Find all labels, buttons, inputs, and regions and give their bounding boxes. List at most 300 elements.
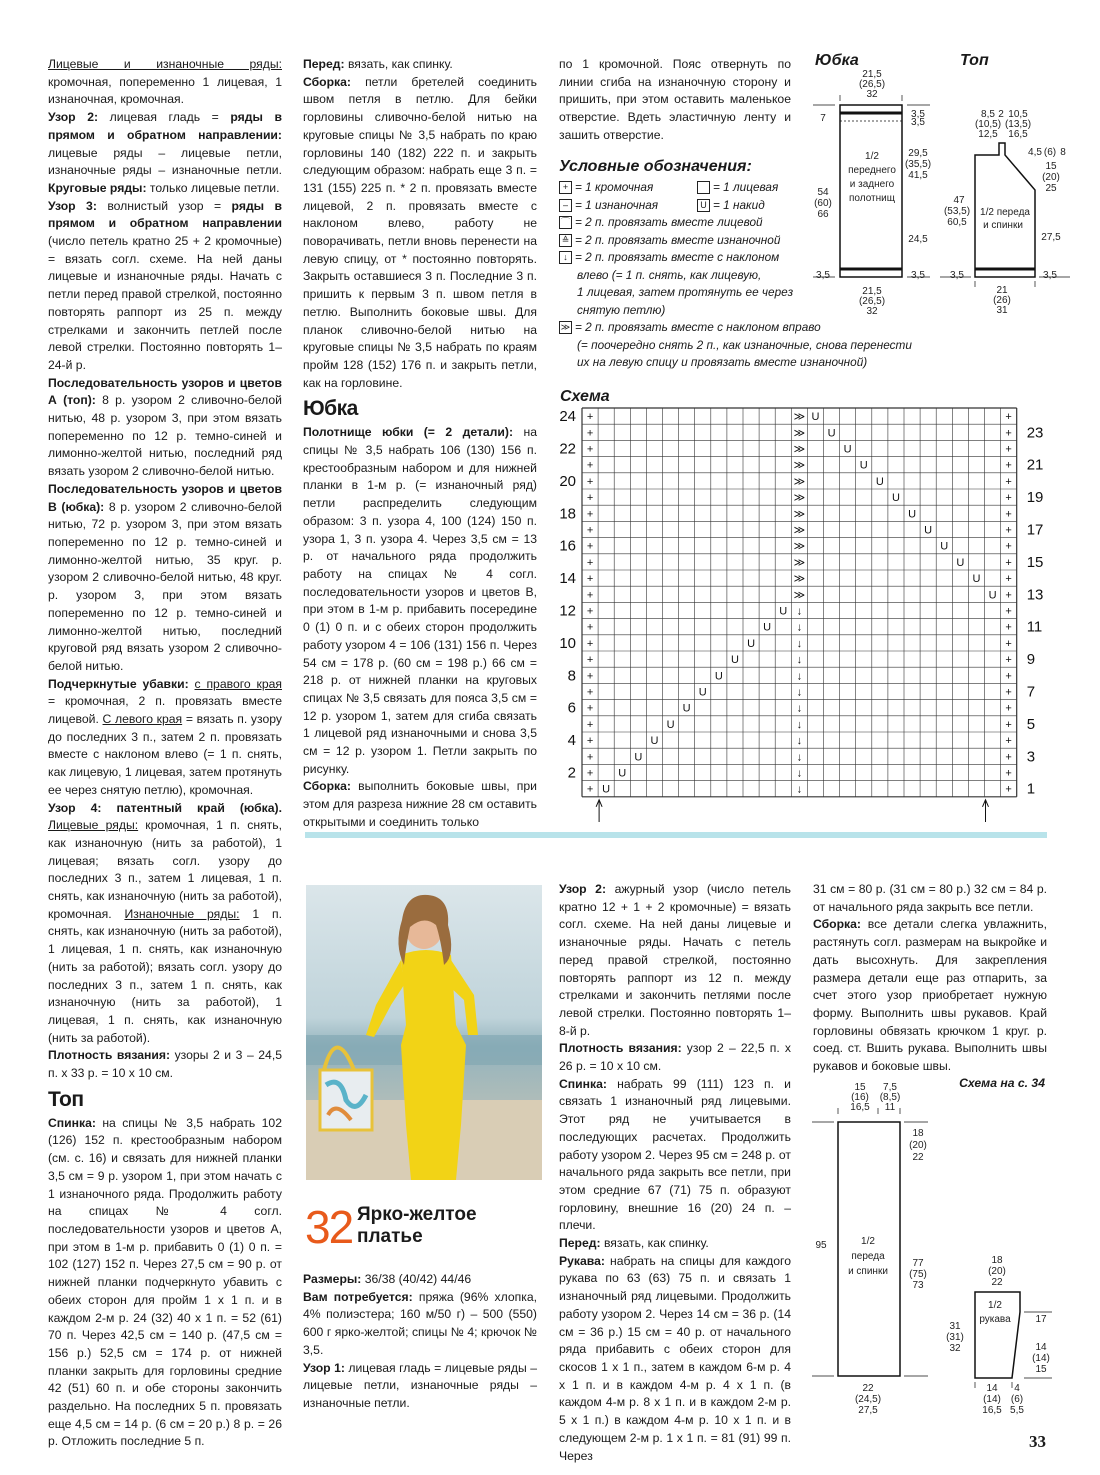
text: 1 п. снять, как изнаночную (нить за работой), 1 лицевая, 1 п. снять, как изнаночную (нить за работой); вязать согл. узору до последних 3 п., затем 1 п. снять, как изнаночную (нить за работой), 1 лицевая, 1 п. снять, как изнаночную (нить за работой).	[48, 906, 282, 1045]
paragraph	[303, 1271, 537, 1289]
dim-label: 3,5	[816, 270, 830, 281]
yarn-over-symbol: U	[956, 556, 965, 569]
dim-label: (20)	[909, 1140, 927, 1151]
bold-label: Плотность вязания:	[559, 1041, 682, 1056]
text: волнистый узор =	[96, 198, 232, 213]
dim-label: 15	[854, 1082, 866, 1093]
dim-label: 21,5	[862, 286, 882, 297]
section-title-skirt: Юбка	[303, 397, 358, 421]
text: на спицы № 3,5 набрать 106 (130) 156 п. крестообразным набором и для нижней планки в 1-м р. (= изнаночный ряд) петли распределить следующим образом: 3 п. узора 4, 100 (124) 150 п. узора 1, 3 п. узора 4. Через 3,5 см = 13 р. от начального ряда продолжить работу на спицах № 4 согл. последовательности узоров и цветов В, при этом в 1-м р. прибавить посередине 0 (1) 0 п. и с обеих сторон продолжить работу узором 4 = 106 (131) 156 п. Через 54 см = 178 р. (60 см = 198 р.) 66 см = 218 р. от нижней планки на круговых спицах № 3,5 связать для пояса 3,5 см = 12 р. узором 1, затем для сгиба связать 1 лицевой ряд изнаночными и снова 3,5 см = 12 р. узором 1. Петли закрыть по рисунку.	[303, 425, 537, 776]
selvage-symbol: +	[586, 783, 594, 796]
text: вязать, как спинку.	[600, 1236, 709, 1251]
selvage-symbol: +	[1005, 783, 1012, 796]
selvage-symbol: +	[586, 556, 594, 569]
dim-label: 54	[817, 187, 829, 198]
dim-label: 16,5	[982, 1405, 1002, 1416]
yarn-over-symbol: U	[891, 492, 900, 505]
dim-label: 14	[1035, 1342, 1047, 1353]
ssk-symbol-icon: ↓	[559, 251, 572, 264]
selvage-symbol: +	[586, 492, 594, 505]
yarn-over-symbol: U	[747, 637, 756, 650]
selvage-symbol: +	[586, 508, 594, 521]
selvage-symbol-icon: +	[559, 181, 572, 194]
text: = кромочная, 2 п. провязать вместе лицевой.	[48, 694, 282, 727]
inner-label: и спинки	[848, 1266, 888, 1277]
p2tog-tbl-symbol-icon: ≫	[560, 322, 571, 333]
selvage-symbol: +	[586, 637, 594, 650]
yarn-over-symbol-icon: U	[697, 199, 710, 212]
bold-label: Плотность вязания:	[48, 1048, 171, 1063]
bold-label: Подчеркнутые убавки:	[48, 676, 189, 691]
underlined-label: с правого края	[194, 676, 283, 691]
section-divider	[305, 832, 1047, 838]
dim-label: 77	[912, 1258, 924, 1269]
dim-label: 3,5	[911, 117, 925, 128]
dim-label: (60)	[814, 198, 832, 209]
bold-label: Размеры:	[303, 1272, 362, 1286]
dim-label: 15	[1035, 1364, 1047, 1375]
paragraph	[303, 74, 537, 393]
selvage-symbol: +	[1005, 621, 1012, 634]
selvage-symbol: +	[586, 475, 594, 488]
legend-row	[559, 354, 919, 372]
yarn-over-symbol: U	[634, 751, 643, 764]
legend-text: снятую петлю)	[577, 302, 666, 317]
selvage-symbol: +	[586, 459, 594, 472]
dim-label: 25	[1045, 183, 1057, 194]
bold-label: Сборка:	[303, 74, 351, 89]
paragraph	[48, 198, 282, 375]
k2tog-symbol-icon: ⌒	[560, 217, 570, 228]
dim-label: 3,5	[950, 270, 964, 281]
dim-label: (53,5)	[943, 206, 971, 217]
dim-label: 3,5	[1043, 270, 1057, 281]
legend-row	[559, 337, 919, 355]
ssk-symbol: ↓	[796, 621, 803, 634]
text: лицевая гладь =	[98, 110, 231, 125]
text: = вязать п. узору до последних 3 п., затем 2 п. провязать вместе с наклоном влево (= 1 п. снять, как лицевую, 1 лицевая, затем протянуть ее через снятую петлю), кромочная.	[48, 712, 282, 797]
sleeve-pattern-diagram	[940, 1250, 1055, 1425]
dim-label: 95	[815, 1240, 827, 1251]
dim-label: 2	[998, 109, 1004, 120]
selvage-symbol: +	[586, 735, 594, 748]
p2tog-symbol: ≫	[793, 475, 806, 488]
bold-label: Узор 1:	[303, 1360, 345, 1375]
dim-label: 12,5	[978, 129, 998, 140]
dim-label: (6)	[1043, 147, 1057, 158]
text: вязать, как спинку.	[344, 57, 453, 71]
yarn-over-symbol: U	[811, 411, 820, 424]
row-number-label: 5	[1026, 715, 1036, 733]
paragraph	[48, 1115, 282, 1451]
bold-label: Сборка:	[303, 779, 351, 794]
dim-label: (24,5)	[854, 1394, 882, 1405]
yarn-over-symbol: U	[940, 540, 949, 553]
row-number-label: 19	[1026, 489, 1044, 507]
text: на спицы № 3,5 набрать 102 (126) 152 п. крестообразным набором (см. с. 16) и связать для нижней планки 3,5 см = 9 р. узором 1, при этом начать с 1 изнаночного ряда. Продолжить работу на спицах № 4 согл. последовательности узоров и цветов А, при этом в 1-м р. прибавить 0 (1) 0 п. = 102 (127) 152 п. Через 27,5 см = 90 р. от нижней планки подчеркнуто убавить с обеих сторон для пройм 1 х 1 п. и в каждом 2-м р. 24 (32) 40 х 1 п. = 52 (61) 70 п. Через 42,5 см = 140 р. (47,5 см = 156 р.) 52,5 см = 174 р. от нижней планки закрыть для горловины средние 42 (51) 60 п. и обе стороны закончить раздельно. На последних 5 п. провязать еще 4,5 см = 14 р. (6 см = 20 р.) 8 р. = 26 р. Отложить последние 5 п.	[48, 1115, 282, 1449]
selvage-symbol: +	[586, 589, 594, 602]
selvage-symbol: +	[586, 443, 594, 456]
bold-label: Вам потребуется:	[303, 1289, 413, 1304]
yarn-over-symbol: U	[875, 475, 884, 488]
dim-label: 66	[817, 209, 829, 220]
row-number-label: 7	[1026, 683, 1036, 701]
underlined-label: Изнаночные ряды:	[124, 906, 240, 921]
selvage-symbol: +	[1005, 508, 1012, 521]
dim-label: (8,5)	[879, 1092, 901, 1103]
paragraph	[48, 375, 282, 481]
skirt-pattern-diagram	[805, 65, 935, 325]
dim-label: (13,5)	[1004, 119, 1032, 130]
selvage-symbol: +	[1005, 524, 1012, 537]
dim-label: (31)	[946, 1332, 964, 1343]
dim-label: 47	[953, 195, 965, 206]
row-number-label: 20	[559, 472, 576, 490]
selvage-symbol: +	[1005, 686, 1012, 699]
text: все детали слегка увлажнить, растянуть согл. размерам на выкройке и дать высохнуть. Для закрепления размера детали еще раз отпарить, за счет этого узор приобретает нужную форму. Выполнить швы рукавов. Край горловины обвязать крючком 1 круг. р. соед. ст. Вшить рукава. Выполнить швы рукавов и боковые швы.	[813, 917, 1047, 1074]
paragraph	[559, 1235, 791, 1253]
bold-label: Узор 2:	[48, 110, 99, 125]
paragraph	[303, 1289, 537, 1360]
legend-text: = 1 изнаночная	[575, 197, 659, 212]
dim-label: 31	[949, 1321, 961, 1332]
row-number-label: 21	[1026, 456, 1044, 474]
dim-label: 10,5	[1008, 109, 1028, 120]
top-pattern-diagram	[935, 95, 1075, 325]
bold-label: Перед:	[303, 57, 345, 71]
dim-label: 22	[862, 1383, 874, 1394]
text: лицевая гладь = лицевые ряды – лицевые петли, изнаночные ряды – изнаночные петли.	[303, 1360, 537, 1410]
ssk-symbol: ↓	[796, 605, 803, 618]
p2tog-symbol: ≫	[793, 524, 806, 537]
yarn-over-symbol: U	[924, 524, 933, 537]
legend-item	[697, 197, 765, 215]
paragraph	[303, 778, 537, 831]
paragraph	[559, 1253, 791, 1465]
row-number-label: 23	[1026, 424, 1044, 442]
dim-label: 24,5	[908, 234, 928, 245]
ssk-symbol: ↓	[796, 637, 803, 650]
legend-text: 1 лицевая, затем протянуть ее через	[577, 285, 794, 299]
dim-label: 16,5	[850, 1102, 870, 1113]
selvage-symbol: +	[1005, 427, 1012, 440]
dim-label: (26,5)	[858, 79, 886, 90]
dim-label: 18	[912, 1128, 924, 1139]
paragraph	[48, 1047, 282, 1082]
dim-label: 7,5	[883, 1082, 897, 1093]
inner-label: 1/2 переда	[980, 207, 1030, 218]
dim-label: (20)	[988, 1266, 1006, 1277]
yarn-over-symbol: U	[988, 589, 997, 602]
underlined-label: Лицевые и изнаночные ряды:	[48, 57, 282, 71]
row-number-label: 1	[1026, 780, 1036, 798]
bold-label: Спинка:	[48, 1115, 96, 1130]
dim-label: (10,5)	[974, 119, 1002, 130]
dim-label: 22	[912, 1152, 924, 1163]
selvage-symbol: +	[586, 702, 594, 715]
skirt-diagram-label: Юбка	[815, 52, 859, 69]
yarn-over-symbol: U	[698, 686, 707, 699]
dim-label: 14	[986, 1383, 998, 1394]
dim-label: 41,5	[908, 170, 928, 181]
yarn-over-symbol: U	[779, 605, 788, 618]
yarn-over-symbol: U	[827, 427, 836, 440]
bold-label: Рукава:	[559, 1253, 605, 1268]
selvage-symbol: +	[586, 767, 594, 780]
dim-label: 27,5	[1041, 232, 1061, 243]
dim-label: 8,5	[981, 109, 995, 120]
selvage-symbol: +	[1005, 540, 1012, 553]
yarn-over-symbol: U	[666, 718, 675, 731]
selvage-symbol: +	[586, 427, 594, 440]
dim-label: (16)	[851, 1092, 869, 1103]
selvage-symbol: +	[1005, 573, 1012, 586]
bold-label: ряды в прямом и обратном направлении:	[48, 110, 283, 142]
selvage-symbol: +	[586, 670, 594, 683]
yarn-over-symbol: U	[843, 443, 852, 456]
section-title-top: Топ	[48, 1087, 84, 1111]
bold-label: ряды в прямом и обратном направлении	[48, 198, 283, 231]
purl-symbol-icon: –	[559, 199, 572, 212]
p2tog-symbol: ≫	[793, 556, 806, 569]
selvage-symbol: +	[1005, 475, 1012, 488]
p2tog-symbol: ≫	[793, 411, 806, 424]
p2tog-symbol: ≫	[793, 459, 806, 472]
text: выполнить боковые швы, при этом для разреза нижние 28 см оставить открытыми и соединить только	[303, 779, 537, 829]
underlined-label: С левого края	[102, 712, 183, 727]
bold-label: Узор 3:	[48, 198, 97, 213]
row-number-label: 17	[1026, 521, 1044, 539]
paragraph	[813, 916, 1047, 1075]
ssk-symbol: ↓	[796, 718, 803, 731]
p2tog-symbol-icon: ≙	[559, 234, 572, 247]
model-photo	[306, 885, 542, 1180]
bold-label: Перед:	[559, 1236, 601, 1251]
selvage-symbol: +	[586, 573, 594, 586]
photo-illustration	[306, 885, 542, 1180]
yarn-over-symbol: U	[730, 654, 739, 667]
legend-text: = 1 накид	[713, 197, 765, 212]
paragraph: 31 см = 80 р. (31 см = 80 р.) 32 см = 84 р. от начального ряда закрыть все петли.	[813, 882, 1047, 914]
paragraph	[559, 1076, 791, 1235]
bold-label: Узор 4: патентный край (юбка).	[48, 800, 282, 815]
dim-label: (20)	[1042, 172, 1060, 183]
selvage-symbol: +	[1005, 556, 1012, 569]
row-number-label: 12	[559, 602, 576, 620]
bold-label: Полотнище юбки (= 2 детали):	[303, 425, 514, 440]
legend-text: = 2 п. провязать вместе с наклоном вправо	[575, 320, 821, 334]
dim-label: 21,5	[862, 69, 882, 80]
p2tog-symbol: ≫	[793, 443, 806, 456]
p2tog-symbol: ≫	[793, 540, 806, 553]
inner-label: переда	[851, 1251, 885, 1262]
p2tog-symbol: ≫	[793, 427, 806, 440]
selvage-symbol: +	[586, 605, 594, 618]
ssk-symbol: ↓	[796, 751, 803, 764]
top-diagram-label: Топ	[960, 52, 989, 69]
ssk-symbol: ↓	[796, 735, 803, 748]
row-number-label: 15	[1026, 553, 1044, 571]
paragraph	[48, 800, 282, 1048]
dim-label: 32	[866, 306, 878, 317]
legend-text: = 1 кромочная	[575, 180, 654, 194]
dress-outline	[838, 1122, 900, 1376]
dim-label: 31	[996, 305, 1008, 316]
page-number: 33	[1029, 1432, 1046, 1451]
column-3-intro	[559, 56, 791, 145]
text: 8 р. узором 2 сливочно-белой нитью, 48 р. узором 3, при этом вязать попеременно по 12 р. темно-синей и лимонно-желтой нитью, последний ряд вязать узором 2 сливочно-белой нитью.	[48, 393, 282, 479]
row-number-label: 9	[1026, 651, 1036, 669]
selvage-symbol: +	[586, 411, 594, 424]
selvage-symbol: +	[1005, 605, 1012, 618]
yarn-over-symbol: U	[763, 621, 772, 634]
row-number-label: 22	[559, 440, 576, 458]
column-6	[813, 881, 1047, 1076]
bold-label: Последовательность узоров и цветов В (юбка):	[48, 481, 282, 514]
dim-label: (6)	[1010, 1394, 1024, 1405]
bold-label: Сборка:	[813, 917, 861, 932]
legend-item	[697, 179, 778, 197]
ssk-symbol: ↓	[796, 670, 803, 683]
column-5	[559, 881, 791, 1465]
dim-label: 27,5	[858, 1405, 878, 1416]
project-number: 32	[305, 1201, 353, 1253]
yarn-over-symbol: U	[714, 670, 723, 683]
selvage-symbol: +	[1005, 411, 1012, 424]
text: 8 р. узором 2 сливочно-белой нитью, 72 р. узором 3, при этом вязать попеременно по 12 р. темно-синей и лимонно-желтой нитью, 35 круг. р. узором 2 сливочно-белой нитью, 48 круг. р. узором 3, при этом вязать попеременно по 12 р. темно-синей и лимонно-желтой нитью, последний круговой ряд вязать узором 2 сливочно-белой нитью.	[48, 499, 282, 673]
selvage-symbol: +	[586, 524, 594, 537]
p2tog-symbol: ≫	[793, 492, 806, 505]
yarn-over-symbol: U	[908, 508, 917, 521]
dim-label: 22	[991, 1277, 1003, 1288]
column-2	[303, 56, 537, 832]
dim-label: 3,5	[911, 270, 925, 281]
text: набрать 99 (111) 123 п. и связать 1 изнаночный ряд лицевыми. Этот ряд не учитывается в последующих расчетах. Продолжить работу узором 2. Через 95 см = 248 р. от начального ряда закрыть все петли, при этом средние 67 (71) 75 п. образуют горловину, внешние 16 (20) 24 п. – плечи.	[559, 1076, 791, 1233]
selvage-symbol: +	[586, 621, 594, 634]
paragraph: по 1 кромочной. Пояс отвернуть по линии сгиба на изнаночную сторону и пришить, при этом оставить маленькое отверстие. Вдеть эластичную ленту и зашить отверстие.	[559, 57, 791, 142]
paragraph	[303, 1360, 537, 1413]
yarn-over-symbol: U	[602, 783, 611, 796]
row-number-label: 3	[1026, 748, 1036, 766]
project-name	[357, 1204, 477, 1248]
text: набрать на спицы для каждого рукава по 63 (63) 75 п. и связать 1 изнаночный ряд лицевыми. Продолжить работу узором 2. Через 14 см = 36 р. (14 см = 36 р.) 15 см = 40 р. от начального ряда прибавить с обеих сторон для скосов 1 х 1 п., затем в каждом 6-м р. 4 х 1 п. и в каждом 4-м р. 4 х 1 п. (в каждом 4-м р. 8 х 1 п. и в каждом 2-м р. 5 х 1 п.) в каждом 4-м р. 10 х 1 п. и в следующем 2-м р. 1 х 1 п. = 81 (91) 99 п. Через	[559, 1253, 791, 1463]
row-number-label: 2	[567, 764, 576, 782]
row-number-label: 14	[559, 570, 576, 588]
legend-text: = 1 лицевая	[713, 180, 779, 194]
legend-text: (= поочередно снять 2 п., как изнаночные, снова перенести	[577, 337, 912, 352]
paragraph	[303, 424, 537, 778]
legend-title: Условные обозначения:	[559, 158, 752, 175]
dim-label: (75)	[909, 1269, 927, 1280]
selvage-symbol: +	[586, 540, 594, 553]
inner-label: 1/2	[861, 1236, 875, 1247]
paragraph	[559, 881, 791, 1040]
text: 36/38 (40/42) 44/46	[361, 1272, 472, 1286]
text: кромочная, 1 п. снять, как изнаночную (нить за работой), 1 лицевая; вязать согл. узору до последних 3 п., затем 1 лицевая, 1 п. снять, как изнаночную (нить за работой), кромочная.	[48, 818, 282, 921]
row-number-label: 8	[567, 667, 576, 685]
dim-label: 8	[1060, 147, 1066, 158]
selvage-symbol: +	[1005, 718, 1012, 731]
dim-label: 21	[996, 285, 1008, 296]
selvage-symbol: +	[586, 686, 594, 699]
selvage-symbol: +	[1005, 751, 1012, 764]
yarn-over-symbol: U	[682, 702, 691, 715]
selvage-symbol: +	[1005, 459, 1012, 472]
selvage-symbol: +	[1005, 443, 1012, 456]
paragraph	[48, 56, 282, 109]
yarn-over-symbol: U	[859, 459, 868, 472]
text: кромочная, попеременно 1 лицевая, 1 изнаночная, кромочная.	[48, 74, 282, 107]
ssk-symbol: ↓	[796, 654, 803, 667]
inner-label: и заднего	[849, 179, 895, 190]
dress-pattern-diagram	[810, 1078, 930, 1423]
inner-label: переднего	[848, 165, 896, 176]
inner-label: и спинки	[983, 220, 1023, 231]
dress-intro	[303, 1271, 537, 1413]
row-number-label: 10	[559, 634, 576, 652]
dim-label: 73	[912, 1280, 924, 1291]
dim-label: 17	[1035, 1314, 1047, 1325]
row-number-label: 18	[559, 505, 576, 523]
legend-text: = 2 п. провязать вместе лицевой	[575, 215, 763, 229]
yarn-over-symbol: U	[618, 767, 627, 780]
knit-symbol-icon	[697, 181, 710, 194]
dim-label: 7	[820, 113, 826, 124]
dim-label: (14)	[1032, 1353, 1050, 1364]
bold-label: Круговые ряды:	[48, 180, 147, 195]
dim-label: (26)	[993, 295, 1011, 306]
ssk-symbol: ↓	[796, 686, 803, 699]
inner-label: 1/2	[988, 1300, 1002, 1311]
row-number-label: 11	[1026, 618, 1043, 636]
text: петли бретелей соединить швом петля в петлю. Для бейки горловины сливочно-белой нитью на круговые спицы № 3,5 набрать по краю горловины 140 (182) 222 п. и закрыть следующим образом: набрать еще 3 п. = 131 (155) 225 п. * 2 п. провязать вместе лицевой, 2 п. провязать вместе с наклоном влево, работу не поворачивать, петли вновь перенести на левую спицу, от * постоянно повторять. Закрыть оставшиеся 3 п. Последние 3 п. пришить к первым 3 п. швом петля в петлю. Выполнить боковые швы. Для планок сливочно-белой нитью на круговые спицы № 3,5 набрать по краям пройм 128 (152) 176 п. и закрыть петли, как на горловине.	[303, 74, 537, 390]
selvage-symbol: +	[1005, 637, 1012, 650]
legend-text: = 2 п. провязать вместе с наклоном	[575, 250, 780, 264]
legend-text: = 2 п. провязать вместе изнаночной	[575, 232, 781, 247]
selvage-symbol: +	[1005, 670, 1012, 683]
dim-label: 15	[1045, 161, 1057, 172]
paragraph	[303, 56, 537, 74]
text: узор 2 – 22,5 п. х 26 р. = 10 х 10 см.	[559, 1041, 791, 1074]
text: только лицевые петли.	[146, 180, 280, 195]
paragraph	[48, 109, 282, 198]
dim-label: 32	[949, 1343, 961, 1354]
dim-label: 18	[991, 1255, 1003, 1266]
dim-label: (26,5)	[858, 296, 886, 307]
row-number-label: 4	[567, 732, 576, 750]
knitting-chart	[555, 402, 1055, 822]
p2tog-symbol: ≫	[793, 508, 806, 521]
text: пряжа (96% хлопка, 4% полиэстера; 160 м/50 г) – 500 (550) 600 г ярко-желтой; спицы № 4; крючок № 3,5.	[303, 1289, 537, 1357]
bold-label: Узор 2:	[559, 882, 607, 896]
selvage-symbol: +	[1005, 702, 1012, 715]
title-line: платье	[357, 1226, 423, 1247]
dim-label: (14)	[983, 1394, 1001, 1405]
dim-label: 11	[884, 1102, 896, 1113]
p2tog-symbol: ≫	[793, 573, 806, 586]
row-number-label: 24	[559, 408, 576, 426]
selvage-symbol: +	[586, 718, 594, 731]
bold-label: Последовательность узоров и цветов А (топ):	[48, 375, 282, 408]
row-number-label: 16	[559, 537, 576, 555]
text: узоры 2 и 3 – 24,5 п. х 33 р. = 10 х 10 см.	[48, 1048, 282, 1081]
dim-label: 4,5	[1028, 147, 1042, 158]
dim-label: 5,5	[1010, 1405, 1024, 1416]
dim-label: 3,5	[911, 109, 925, 120]
legend-text: их на левую спицу и провязать вместе изнаночной)	[577, 355, 868, 369]
yarn-over-symbol: U	[650, 735, 659, 748]
dim-label: (35,5)	[904, 159, 932, 170]
